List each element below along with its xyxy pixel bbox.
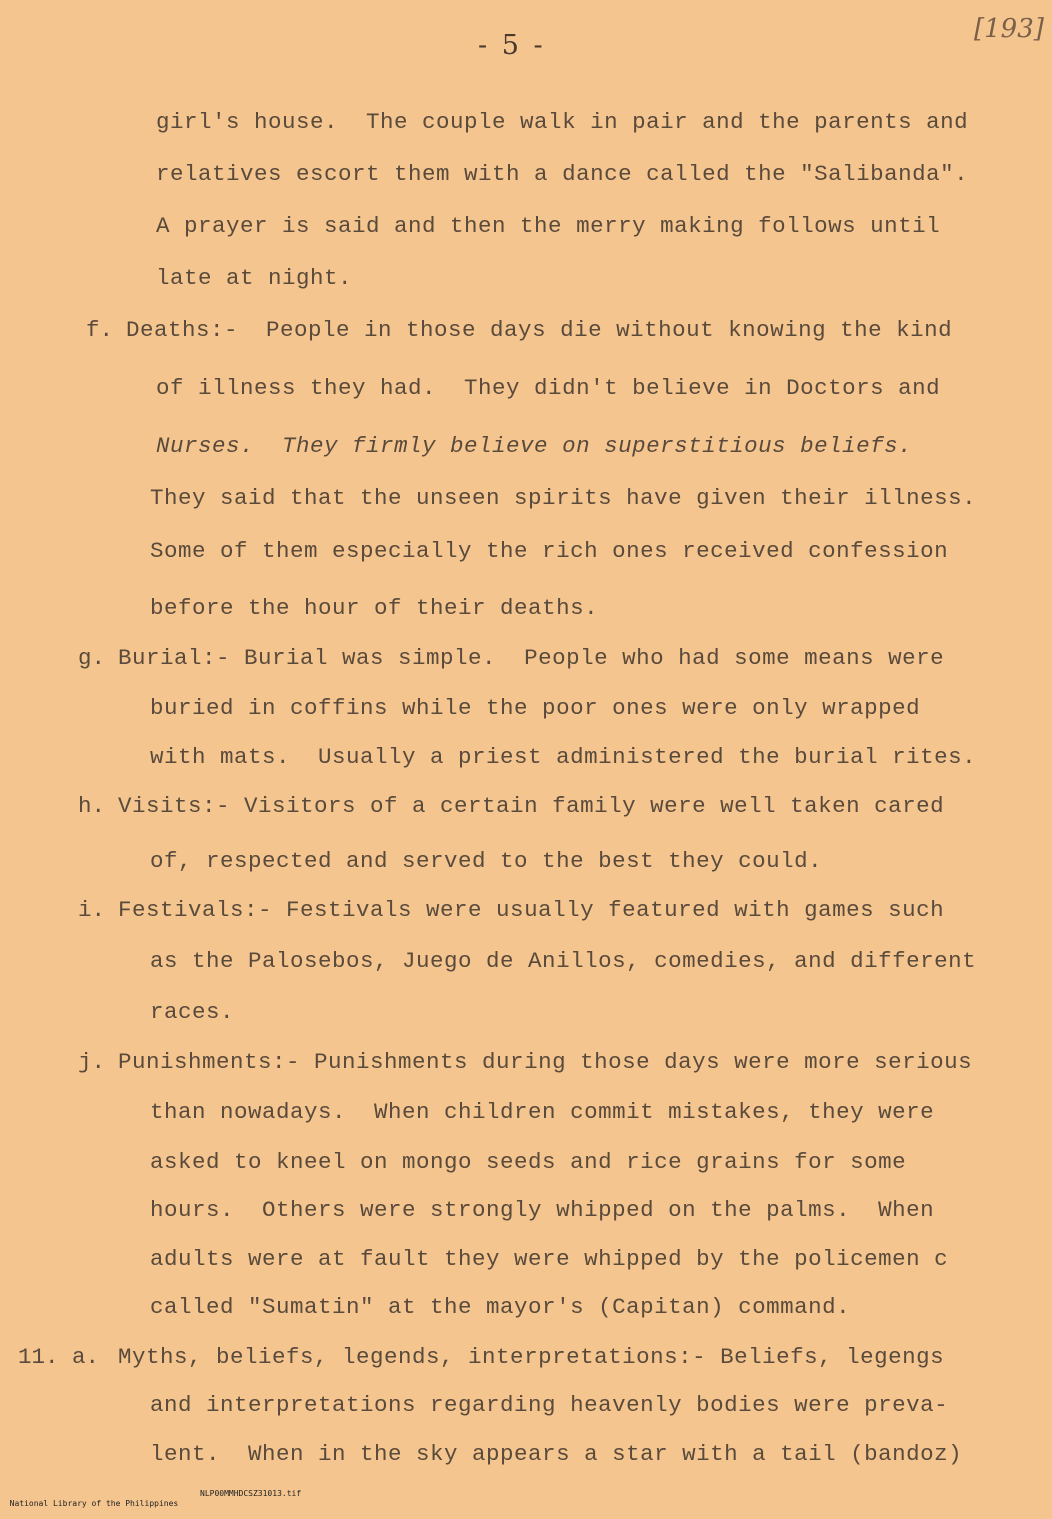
text-line: hours. Others were strongly whipped on the palms. When	[150, 1197, 935, 1223]
text-line: Myths, beliefs, legends, interpretations:- Beliefs, legengs	[118, 1344, 945, 1370]
text-line: Punishments:- Punishments during those days were more serious	[118, 1049, 973, 1075]
file-code: NLP00MMHDCSZ31013.tif	[200, 1489, 302, 1498]
archive-footer	[0, 1489, 302, 1519]
text-line: called "Sumatin" at the mayor's (Capitan) command.	[150, 1294, 851, 1320]
text-line: relatives escort them with a dance called the "Salibanda".	[156, 161, 969, 187]
text-line: of, respected and served to the best they could.	[150, 848, 823, 874]
archive-number: [193]	[974, 14, 1044, 44]
text-line: with mats. Usually a priest administered the burial rites.	[150, 744, 977, 770]
item-label-j: j.	[78, 1049, 106, 1075]
text-line: Visits:- Visitors of a certain family were well taken cared	[118, 793, 945, 819]
library-credit: National Library of the Philippines	[9, 1499, 179, 1508]
text-line: girl's house. The couple walk in pair and the parents and	[156, 109, 969, 135]
text-line: adults were at fault they were whipped by the policemen c	[150, 1246, 949, 1272]
item-label-11a: 11. a.	[18, 1344, 100, 1370]
item-label-g: g.	[78, 645, 106, 671]
item-label-f: f.	[86, 317, 114, 343]
text-line: races.	[150, 999, 235, 1025]
text-line: and interpretations regarding heavenly bodies were preva-	[150, 1392, 949, 1418]
text-line: as the Palosebos, Juego de Anillos, comedies, and different	[150, 948, 977, 974]
text-line: than nowadays. When children commit mistakes, they were	[150, 1099, 935, 1125]
item-label-h: h.	[78, 793, 106, 819]
item-label-i: i.	[78, 897, 106, 923]
page-number: - 5 -	[478, 30, 546, 61]
text-line: Festivals:- Festivals were usually featured with games such	[118, 897, 945, 923]
text-line: Deaths:- People in those days die without knowing the kind	[126, 317, 953, 343]
text-line: Burial:- Burial was simple. People who had some means were	[118, 645, 945, 671]
text-line: Nurses. They firmly believe on superstitious beliefs.	[156, 433, 913, 459]
text-line: Some of them especially the rich ones received confession	[150, 538, 949, 564]
text-line: lent. When in the sky appears a star with a tail (bandoz)	[150, 1441, 963, 1467]
text-line: of illness they had. They didn't believe in Doctors and	[156, 375, 941, 401]
text-line: late at night.	[156, 265, 353, 291]
text-line: A prayer is said and then the merry making follows until	[156, 213, 941, 239]
text-line: They said that the unseen spirits have given their illness.	[150, 485, 977, 511]
text-line: buried in coffins while the poor ones were only wrapped	[150, 695, 921, 721]
text-line: asked to kneel on mongo seeds and rice grains for some	[150, 1149, 907, 1175]
text-line: before the hour of their deaths.	[150, 595, 599, 621]
